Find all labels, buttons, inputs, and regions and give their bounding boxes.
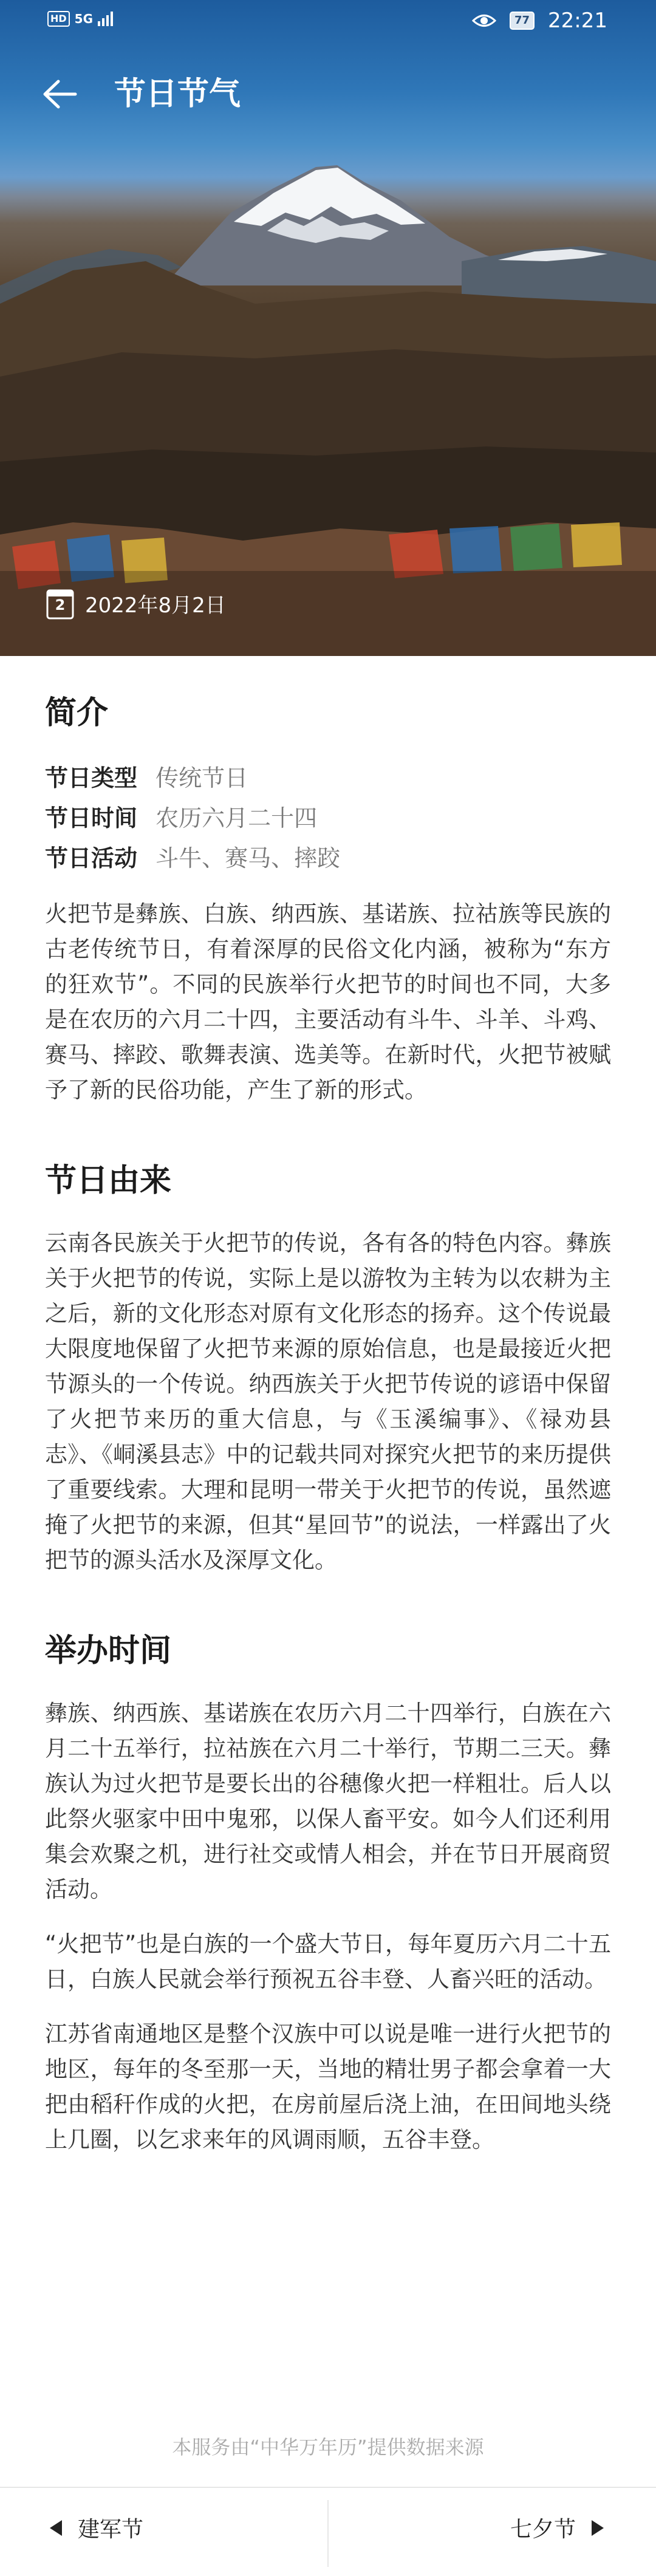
intro-heading: 简介 (45, 695, 109, 731)
origin-section (45, 1108, 611, 1578)
prev-festival-label: 建军节 (78, 2517, 144, 2542)
next-festival-button[interactable] (510, 2512, 605, 2543)
network-label: 5G (74, 12, 94, 26)
bottom-divider (327, 2500, 329, 2567)
data-source-note: 本服务由“中华万年历”提供数据来源 (172, 2436, 484, 2459)
festival-time-row (45, 798, 611, 838)
festival-type-label: 节日类型 (45, 765, 138, 791)
origin-paragraph: 云南各民族关于火把节的传说，各有各的特色内容。彝族关于火把节的传说，实际上是以游牧为主转为以农耕为主之后，新的文化形态对原有文化形态的扬弃。这个传说最大限度地保留了火把节来源的原始信息，也是最接近火把节源头的一个传说。纳西族关于火把节传说的谚语中保留了火把节来历的重大信息，与《玉溪编事》、《禄劝县志》、《峒溪县志》中的记载共同对探究火把节的来历提供了重要线索。大理和昆明一带关于火把节的传说，虽然遮掩了火把节的来源，但其“星回节”的说法，一样露出了火把节的源头活水及深厚文化。 (45, 1230, 611, 1573)
eye-icon (472, 13, 496, 29)
date-row (46, 587, 226, 620)
schedule-paragraph: 彝族、纳西族、基诺族在农历六月二十四举行，白族在六月二十五举行，拉祜族在六月二十举行，节期二三天。彝族认为过火把节是要长出的谷穗像火把一样粗壮。后人以此祭火驱家中田中鬼邪，以保人畜平安。如今人们还利用集会欢聚之机，进行社交或情人相会，并在节日开展商贸活动。 (45, 1700, 611, 1902)
calendar-day: 2 (55, 596, 66, 613)
festival-type-value: 传统节日 (155, 765, 248, 791)
festival-activity-value: 斗牛、赛马、摔跤 (155, 845, 341, 872)
nav-bar (0, 61, 656, 128)
festival-activity-row (45, 838, 611, 878)
status-bar (0, 0, 656, 43)
bottom-nav (0, 2487, 656, 2576)
triangle-left-icon (49, 2519, 63, 2537)
back-arrow-icon[interactable] (40, 74, 80, 114)
origin-heading: 节日由来 (45, 1163, 172, 1199)
calendar-icon (46, 587, 74, 620)
prev-festival-button[interactable] (49, 2512, 143, 2543)
schedule-paragraph: “火把节”也是白族的一个盛大节日，每年夏历六月二十五日，白族人民就会举行预祝五谷丰登、人畜兴旺的活动。 (45, 1931, 611, 1992)
festival-date: 2022年8月2日 (85, 593, 226, 618)
next-festival-label: 七夕节 (510, 2517, 576, 2542)
festival-type-row (45, 758, 611, 798)
hd-badge: HD (47, 11, 70, 27)
battery-icon: 77 (510, 12, 535, 30)
status-left (47, 11, 113, 27)
intro-section (45, 656, 611, 1108)
status-right (472, 9, 607, 33)
triangle-right-icon (590, 2519, 605, 2537)
content (45, 656, 611, 2157)
schedule-paragraph: 江苏省南通地区是整个汉族中可以说是唯一进行火把节的地区，每年的冬至那一天，当地的精壮男子都会拿着一大把由稻秆作成的火把，在房前屋后浇上油，在田间地头绕上几圈，以乞求来年的风调雨顺，五谷丰登。 (45, 2021, 611, 2153)
festival-activity-label: 节日活动 (45, 845, 138, 872)
schedule-section (45, 1578, 611, 2157)
status-time: 22:21 (548, 9, 607, 33)
intro-paragraph: 火把节是彝族、白族、纳西族、基诺族、拉祜族等民族的古老传统节日，有着深厚的民俗文化内涵，被称为“东方的狂欢节”。不同的民族举行火把节的时间也不同，大多是在农历的六月二十四，主要活动有斗牛、斗羊、斗鸡、赛马、摔跤、歌舞表演、选美等。在新时代，火把节被赋予了新的民俗功能，产生了新的形式。 (45, 901, 611, 1103)
festival-time-label: 节日时间 (45, 805, 138, 832)
schedule-heading: 举办时间 (45, 1633, 172, 1669)
page-title: 节日节气 (114, 76, 241, 112)
signal-icon (98, 12, 113, 26)
festival-time-value: 农历六月二十四 (155, 805, 318, 832)
